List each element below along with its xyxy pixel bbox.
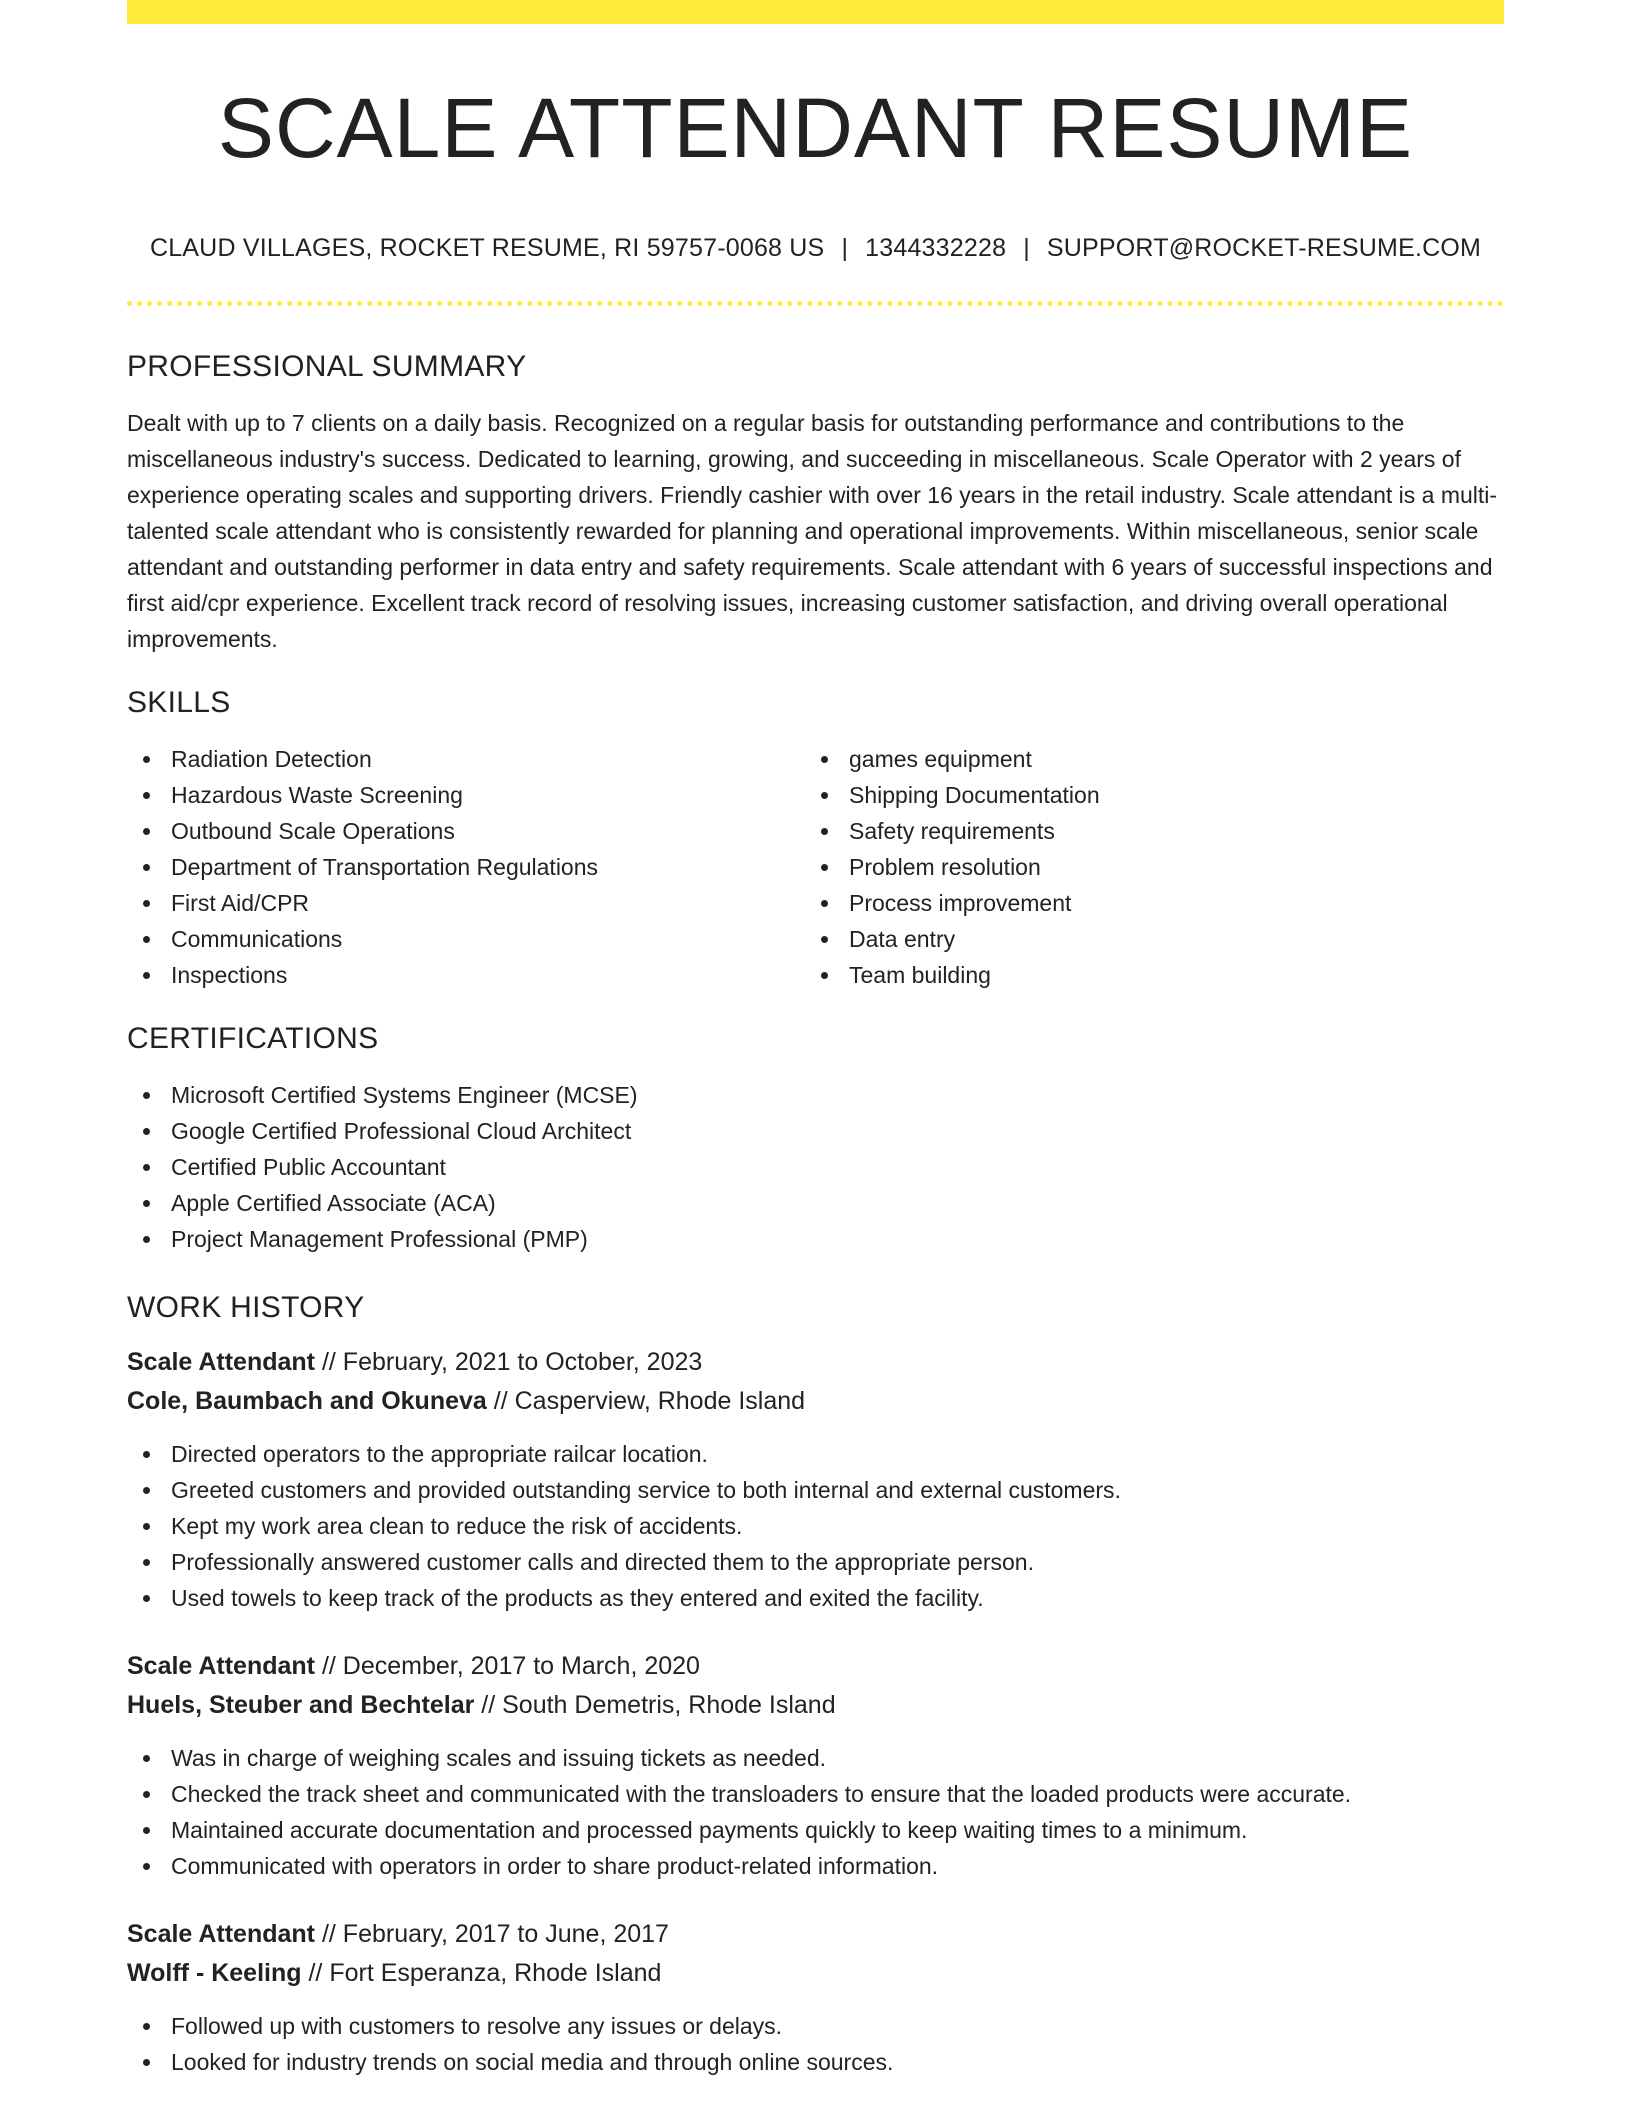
page-title: SCALE ATTENDANT RESUME	[217, 81, 1414, 175]
list-item: Directed operators to the appropriate railcar location.	[127, 1436, 1504, 1472]
list-item: Looked for industry trends on social media and through online sources.	[127, 2044, 1504, 2080]
contact-line	[127, 236, 1504, 261]
job-title-line	[127, 1647, 1504, 1686]
resume-page	[127, 0, 1504, 2080]
contact-separator: |	[841, 234, 849, 262]
skills-list-left	[127, 741, 805, 993]
list-item: First Aid/CPR	[127, 885, 805, 921]
job-title-line	[127, 1915, 1504, 1954]
certifications-section	[127, 1024, 1504, 1257]
list-item: Hazardous Waste Screening	[127, 777, 805, 813]
skills-list-right	[805, 741, 1483, 993]
list-item: Department of Transportation Regulations	[127, 849, 805, 885]
summary-heading: PROFESSIONAL SUMMARY	[127, 350, 527, 383]
list-item: Safety requirements	[805, 813, 1483, 849]
skills-heading: SKILLS	[127, 686, 231, 719]
job-company-line	[127, 1382, 1504, 1421]
list-item: Was in charge of weighing scales and issuing tickets as needed.	[127, 1740, 1504, 1776]
list-item: Team building	[805, 957, 1483, 993]
list-item: Inspections	[127, 957, 805, 993]
job-company-line	[127, 1686, 1504, 1725]
list-item: Checked the track sheet and communicated with the transloaders to ensure that the loaded products were accurate.	[127, 1776, 1504, 1812]
list-item: Certified Public Accountant	[127, 1149, 1504, 1185]
job-dates: // December, 2017 to March, 2020	[315, 1652, 700, 1680]
job-entry	[127, 1915, 1504, 2080]
job-entry	[127, 1647, 1504, 1884]
list-item: Communications	[127, 921, 805, 957]
list-item: Microsoft Certified Systems Engineer (MCSE)	[127, 1077, 1504, 1113]
header-divider	[127, 301, 1504, 306]
certifications-heading: CERTIFICATIONS	[127, 1022, 379, 1055]
list-item: Followed up with customers to resolve any issues or delays.	[127, 2008, 1504, 2044]
skills-column-right	[805, 741, 1483, 993]
list-item: Greeted customers and provided outstanding service to both internal and external customers.	[127, 1472, 1504, 1508]
job-duties-list	[127, 2008, 1504, 2080]
job-entry	[127, 1343, 1504, 1616]
summary-section	[127, 352, 1504, 657]
list-item: Kept my work area clean to reduce the risk of accidents.	[127, 1508, 1504, 1544]
job-title: Scale Attendant	[127, 1652, 316, 1680]
contact-phone: 1344332228	[865, 234, 1007, 262]
job-title: Scale Attendant	[127, 1348, 316, 1376]
job-company: Cole, Baumbach and Okuneva	[127, 1387, 487, 1415]
list-item: Data entry	[805, 921, 1483, 957]
contact-address: CLAUD VILLAGES, ROCKET RESUME, RI 59757-0068 US	[149, 234, 825, 262]
list-item: Professionally answered customer calls and directed them to the appropriate person.	[127, 1544, 1504, 1580]
skills-column-left	[127, 741, 805, 993]
job-location: // South Demetris, Rhode Island	[474, 1691, 836, 1719]
list-item: Radiation Detection	[127, 741, 805, 777]
job-dates: // February, 2017 to June, 2017	[315, 1920, 669, 1948]
job-company: Huels, Steuber and Bechtelar	[127, 1691, 475, 1719]
certifications-list	[127, 1077, 1504, 1257]
job-duties-list	[127, 1436, 1504, 1616]
summary-text: Dealt with up to 7 clients on a daily basis. Recognized on a regular basis for outstanding performance and contributions to the miscellaneous industry's success. Dedicated to learning, growing, and succeeding in miscellaneous. Scale Operator with 2 years of experience operating scales and supporting drivers. Friendly cashier with over 16 years in the retail industry. Scale attendant is a multi-talented scale attendant who is consistently rewarded for planning and operational improvements. Within miscellaneous, senior scale attendant and outstanding performer in data entry and safety requirements. Scale attendant with 6 years of successful inspections and first aid/cpr experience. Excellent track record of resolving issues, increasing customer satisfaction, and driving overall operational improvements.	[127, 410, 1498, 652]
list-item: Shipping Documentation	[805, 777, 1483, 813]
skills-section	[127, 688, 1504, 993]
skills-columns	[127, 741, 1504, 993]
list-item: Used towels to keep track of the products as they entered and exited the facility.	[127, 1580, 1504, 1616]
job-company-line	[127, 1954, 1504, 1993]
list-item: Google Certified Professional Cloud Architect	[127, 1113, 1504, 1149]
list-item: Communicated with operators in order to share product-related information.	[127, 1848, 1504, 1884]
job-location: // Fort Esperanza, Rhode Island	[301, 1959, 662, 1987]
job-title: Scale Attendant	[127, 1920, 316, 1948]
list-item: Process improvement	[805, 885, 1483, 921]
list-item: Apple Certified Associate (ACA)	[127, 1185, 1504, 1221]
work-history-heading: WORK HISTORY	[127, 1291, 365, 1324]
job-dates: // February, 2021 to October, 2023	[315, 1348, 703, 1376]
contact-separator: |	[1023, 234, 1030, 262]
job-company: Wolff - Keeling	[127, 1959, 302, 1987]
contact-email: SUPPORT@ROCKET-RESUME.COM	[1046, 234, 1482, 262]
work-history-section	[127, 1293, 1504, 2080]
list-item: Outbound Scale Operations	[127, 813, 805, 849]
list-item: games equipment	[805, 741, 1483, 777]
job-location: // Casperview, Rhode Island	[486, 1387, 806, 1415]
list-item: Maintained accurate documentation and processed payments quickly to keep waiting times to a minimum.	[127, 1812, 1504, 1848]
job-duties-list	[127, 1740, 1504, 1884]
top-accent-bar	[127, 0, 1504, 24]
list-item: Project Management Professional (PMP)	[127, 1221, 1504, 1257]
list-item: Problem resolution	[805, 849, 1483, 885]
job-title-line	[127, 1343, 1504, 1382]
